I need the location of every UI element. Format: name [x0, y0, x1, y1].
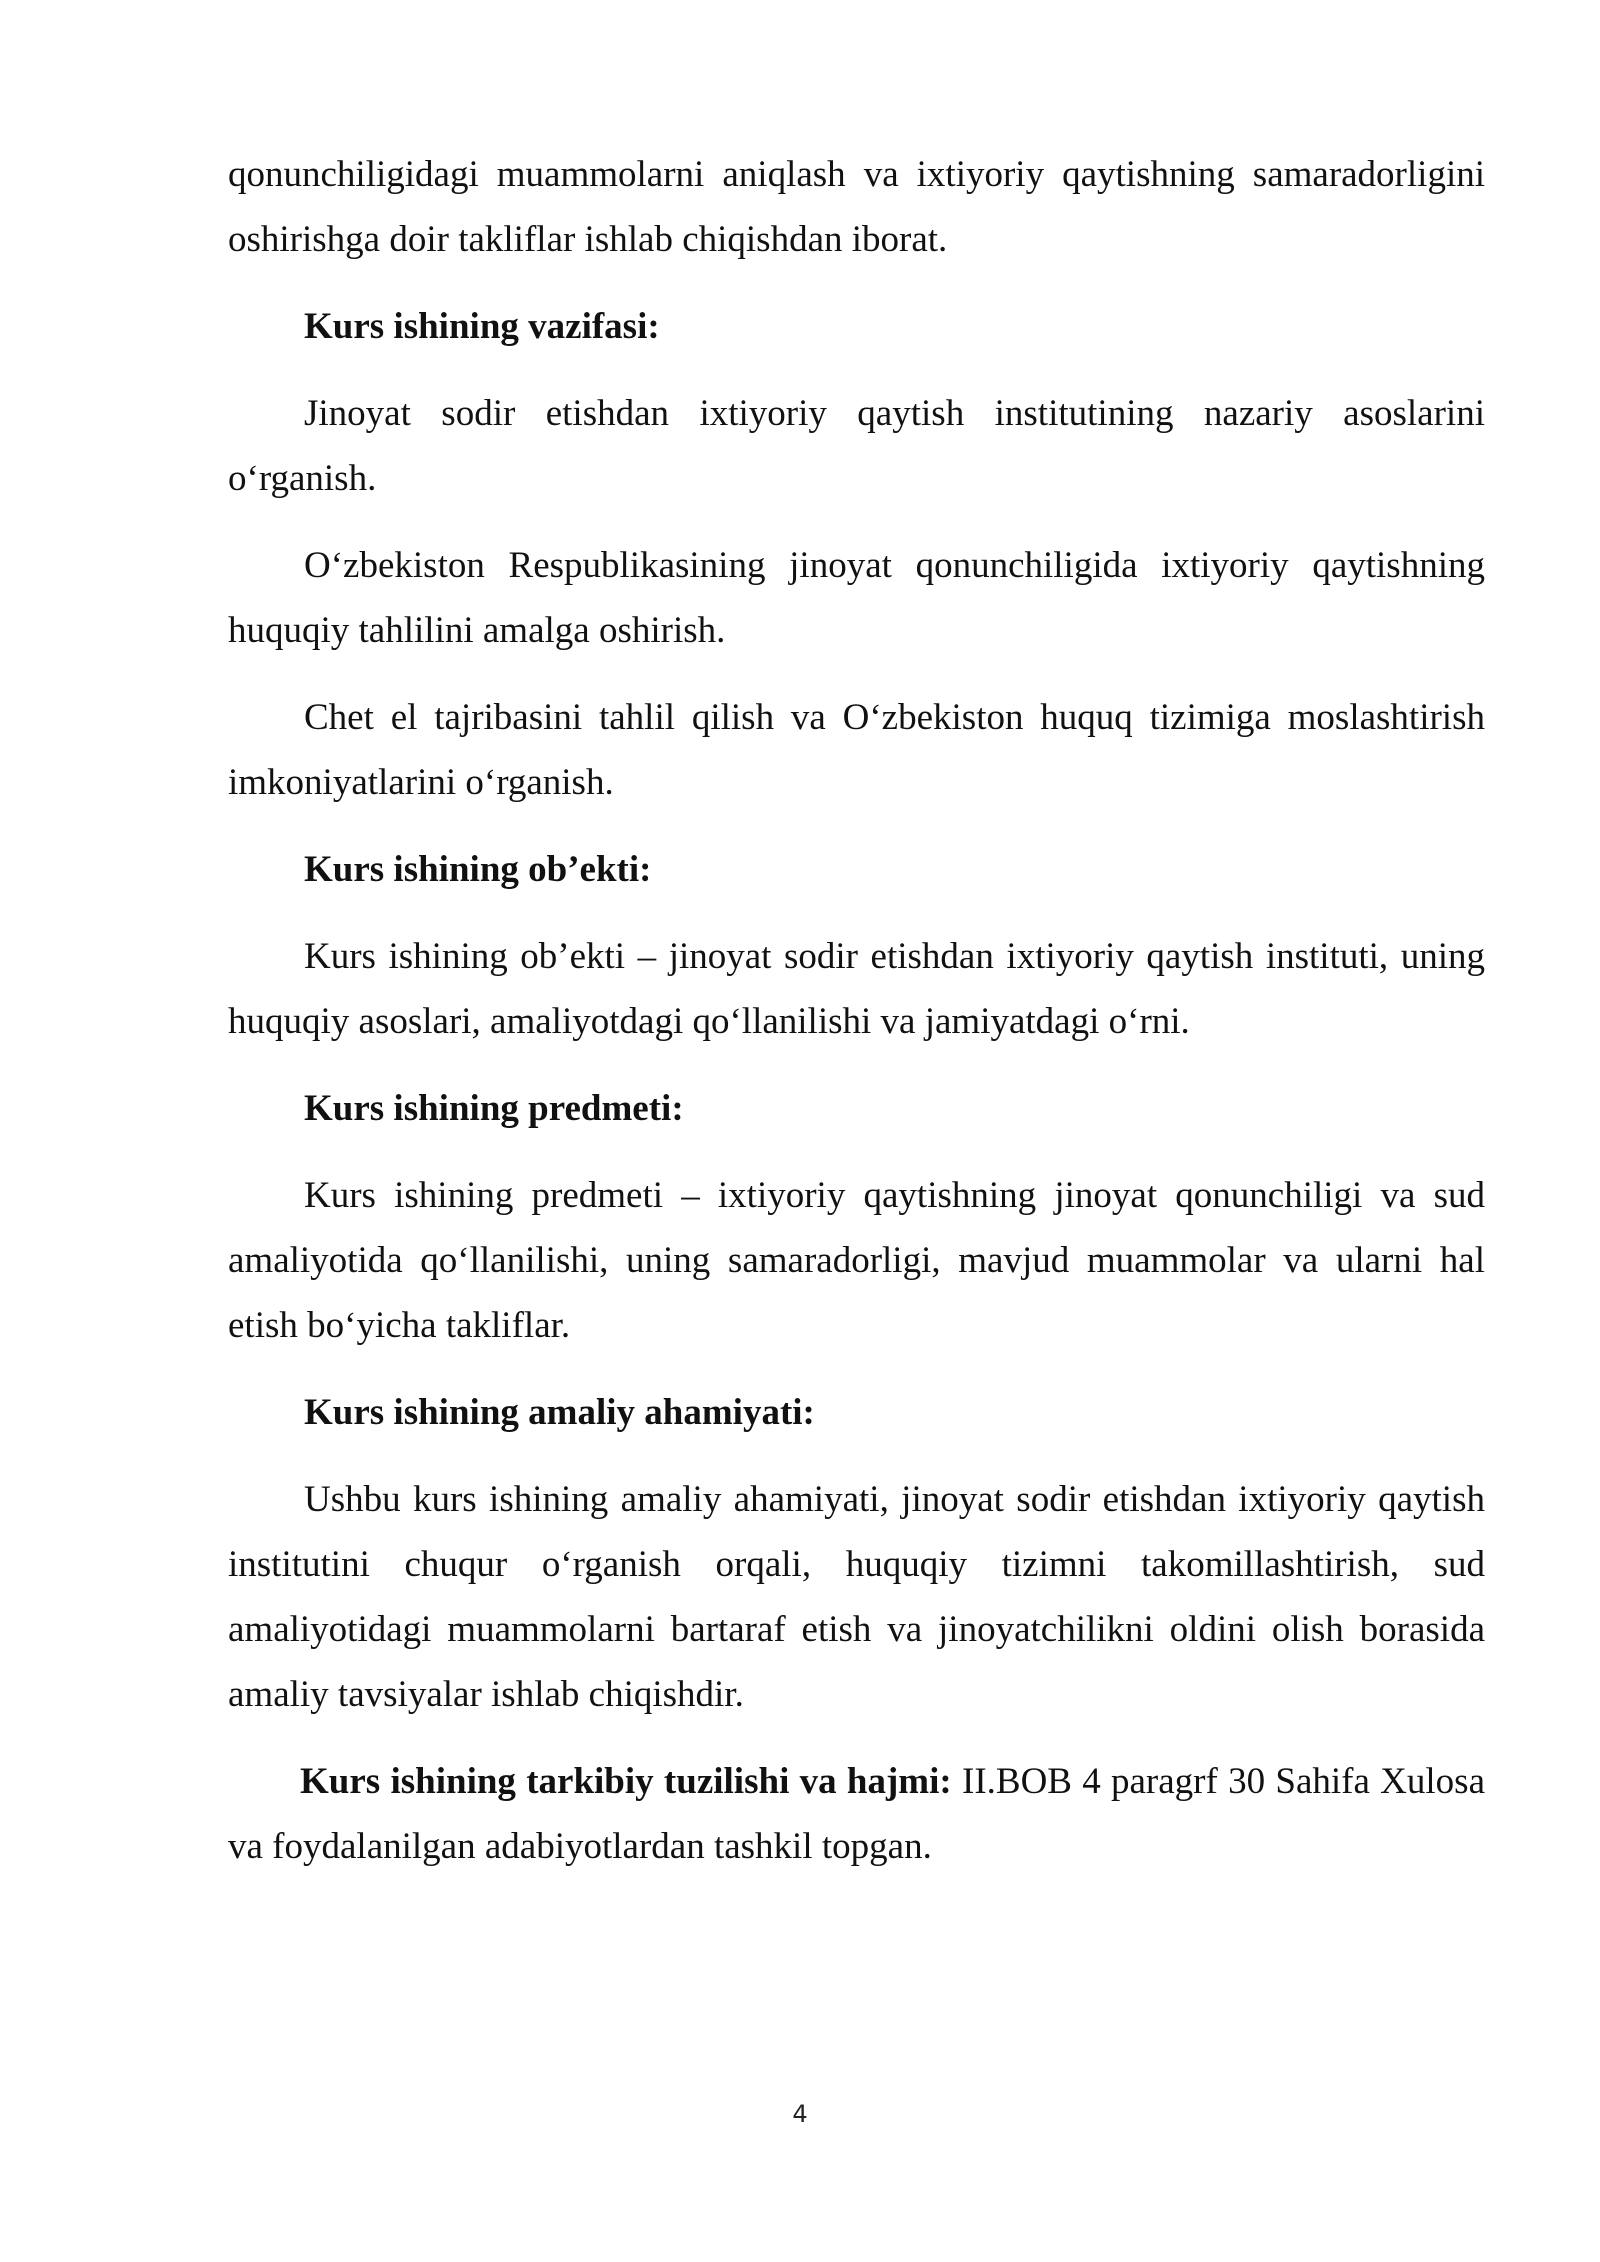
obekti-heading: Kurs ishining ob’ekti: — [304, 849, 652, 890]
intro-continuation-paragraph: qonunchiligidagi muammolarni aniqlash va ixtiyoriy qaytishning samaradorligini oshirishga doir takliflar ishlab chiqishdan iborat. — [228, 154, 1485, 260]
ahamiyati-heading: Kurs ishining amaliy ahamiyati: — [304, 1392, 815, 1433]
tarkibiy-label: Kurs ishining tarkibiy tuzilishi va hajmi: — [300, 1761, 952, 1802]
page-number: 4 — [792, 2100, 808, 2128]
vazifasi-item-1: Jinoyat sodir etishdan ixtiyoriy qaytish institutining nazariy asoslarini o‘rganish. — [228, 393, 1485, 499]
document-page — [228, 142, 1485, 1879]
predmeti-heading: Kurs ishining predmeti: — [304, 1088, 684, 1129]
vazifasi-item-2: O‘zbekiston Respublikasining jinoyat qonunchiligida ixtiyoriy qaytishning huquqiy tahlilini amalga oshirish. — [228, 545, 1485, 651]
tarkibiy-text: II.BOB 4 paragrf 30 Sahifa Xulosa va foydalanilgan adabiyotlardan tashkil topgan. — [228, 1761, 1485, 1867]
tarkibiy-paragraph — [228, 1749, 1485, 1879]
vazifasi-heading: Kurs ishining vazifasi: — [304, 306, 660, 347]
obekti-paragraph: Kurs ishining ob’ekti – jinoyat sodir etishdan ixtiyoriy qaytish instituti, uning huquqiy asoslari, amaliyotdagi qo‘llanilishi va jamiyatdagi o‘rni. — [228, 936, 1485, 1042]
ahamiyati-paragraph: Ushbu kurs ishining amaliy ahamiyati, jinoyat sodir etishdan ixtiyoriy qaytish institutini chuqur o‘rganish orqali, huquqiy tizimni takomillashtirish, sud amaliyotidagi muammolarni bartaraf etish va jinoyatchilikni oldini olish borasida amaliy tavsiyalar ishlab chiqishdir. — [228, 1479, 1485, 1715]
vazifasi-item-3: Chet el tajribasini tahlil qilish va O‘zbekiston huquq tizimiga moslashtirish imkoniyatlarini o‘rganish. — [228, 697, 1485, 803]
predmeti-paragraph: Kurs ishining predmeti – ixtiyoriy qaytishning jinoyat qonunchiligi va sud amaliyotida qo‘llanilishi, uning samaradorligi, mavjud muammolar va ularni hal etish bo‘yicha takliflar. — [228, 1175, 1485, 1346]
